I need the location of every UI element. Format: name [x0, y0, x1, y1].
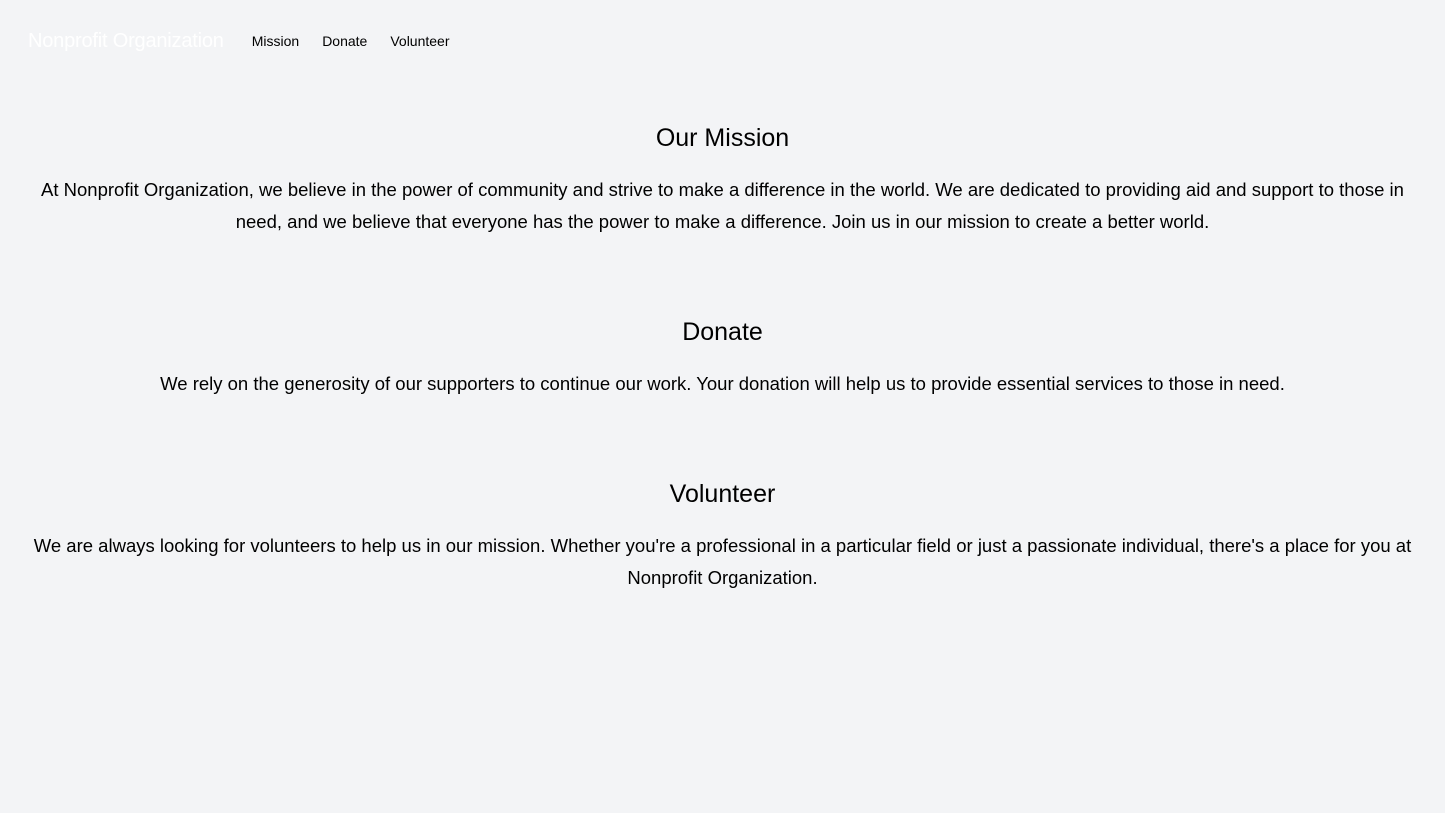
volunteer-section — [0, 478, 1445, 594]
brand-link[interactable]: Nonprofit Organization — [28, 29, 224, 52]
navbar — [0, 0, 1445, 82]
main-content — [0, 122, 1445, 594]
volunteer-text: We are always looking for volunteers to help us in our mission. Whether you're a professional in a particular field or just a passionate individual, there's a place for you at Nonprofit Organization. — [33, 535, 1412, 588]
donate-heading: Donate — [682, 318, 763, 346]
nav-link-volunteer[interactable]: Volunteer — [390, 33, 450, 49]
donate-text: We rely on the generosity of our supporters to continue our work. Your donation will help us to provide essential services to those in need. — [160, 373, 1285, 394]
nav-links — [252, 33, 473, 49]
volunteer-heading: Volunteer — [669, 480, 776, 508]
mission-heading: Our Mission — [655, 124, 790, 152]
donate-section — [0, 316, 1445, 400]
mission-text: At Nonprofit Organization, we believe in the power of community and strive to make a difference in the world. We are dedicated to providing aid and support to those in need, and we believe that everyone has the power to make a difference. Join us in our mission to create a better world. — [41, 179, 1404, 232]
nav-link-mission[interactable]: Mission — [251, 33, 300, 49]
mission-section — [0, 122, 1445, 238]
nav-link-donate[interactable]: Donate — [322, 33, 368, 49]
